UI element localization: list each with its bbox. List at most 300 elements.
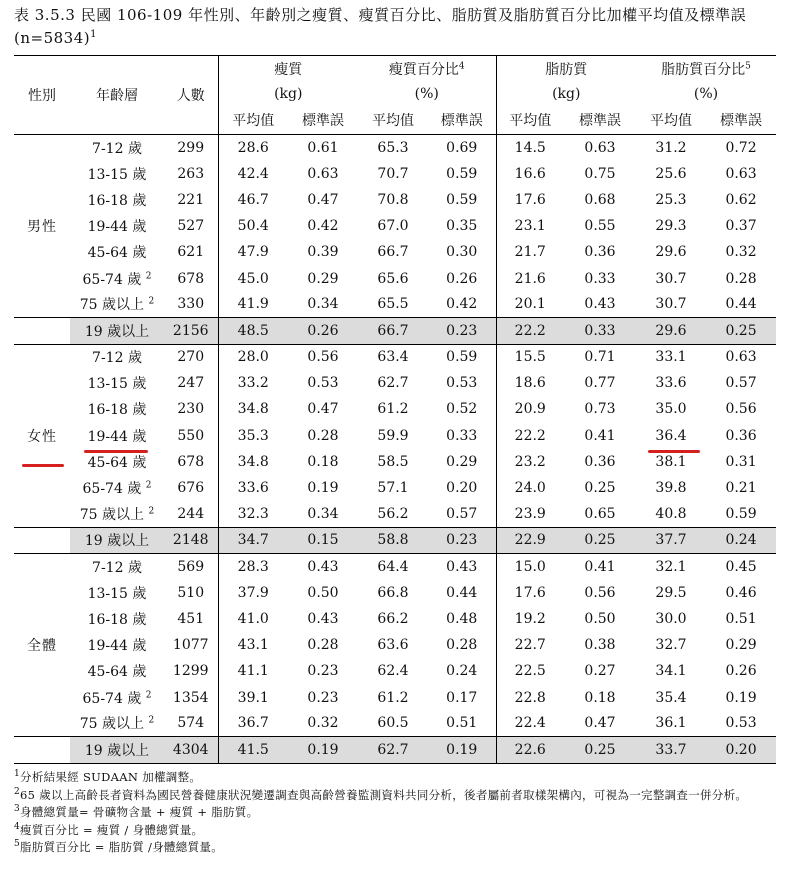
mean-cell: 37.9 — [218, 580, 288, 606]
header-se: 標準誤 — [428, 106, 496, 135]
count-cell: 230 — [177, 401, 205, 418]
mean-cell: 63.6 — [377, 637, 409, 654]
se-cell: 0.38 — [584, 637, 616, 654]
age-footnote-marker: 2 — [148, 506, 155, 517]
se-cell: 0.33 — [446, 427, 478, 444]
mean-cell: 32.7 — [655, 637, 687, 654]
age-footnote-marker: 2 — [148, 296, 155, 307]
footnote — [14, 769, 782, 787]
se-cell: 0.18 — [307, 453, 339, 470]
table-header — [14, 56, 776, 135]
table-row — [14, 606, 776, 632]
se-cell: 0.63 — [584, 139, 616, 156]
age-cell: 19-44 歲 — [87, 428, 147, 445]
footnote-marker: 5 — [14, 839, 21, 850]
se-cell: 0.27 — [584, 663, 616, 680]
sex-cell: 男性 — [27, 219, 57, 236]
se-cell: 0.34 — [307, 296, 339, 313]
se-cell: 0.29 — [446, 453, 478, 470]
mean-cell: 16.6 — [496, 161, 564, 187]
annotation-underline-sex — [22, 464, 64, 467]
mean-cell: 37.7 — [636, 527, 706, 553]
sex-cell-empty — [14, 527, 70, 553]
count-cell: 621 — [177, 244, 205, 261]
se-cell: 0.25 — [564, 737, 636, 763]
se-cell: 0.71 — [584, 349, 616, 366]
sex-cell-empty — [14, 318, 70, 344]
age-cell: 45-64 歲 — [87, 664, 147, 681]
header-lean-pct-unit: (%) — [414, 86, 439, 102]
mean-cell: 32.3 — [218, 501, 288, 527]
se-cell: 0.19 — [428, 737, 496, 763]
age-cell: 19 歲以上 — [70, 527, 164, 553]
se-cell: 0.72 — [725, 139, 757, 156]
se-cell: 0.43 — [307, 558, 339, 575]
age-cell: 19 歲以上 — [70, 737, 164, 763]
mean-cell: 33.7 — [636, 737, 706, 763]
se-cell: 0.59 — [725, 505, 757, 522]
se-cell: 0.19 — [725, 689, 757, 706]
se-cell: 0.50 — [584, 610, 616, 627]
se-cell: 0.26 — [725, 663, 757, 680]
se-cell: 0.23 — [428, 318, 496, 344]
se-cell: 0.29 — [307, 270, 339, 287]
se-cell: 0.51 — [446, 715, 478, 732]
count-cell: 676 — [177, 480, 205, 497]
footnote-text: 瘦質百分比 = 瘦質 / 身體總質量。 — [20, 822, 204, 837]
mean-cell: 36.7 — [218, 711, 288, 737]
se-cell: 0.47 — [307, 191, 339, 208]
se-cell: 0.68 — [584, 191, 616, 208]
footnote-text: 身體總質量= 骨礦物含量 + 瘦質 + 脂肪質。 — [20, 805, 259, 819]
mean-cell: 21.6 — [496, 265, 564, 291]
sex-cell: 全體 — [27, 638, 57, 655]
se-cell: 0.53 — [446, 375, 478, 392]
age-cell: 19-44 歲 — [87, 219, 147, 236]
mean-cell: 23.1 — [496, 213, 564, 239]
mean-cell: 58.5 — [377, 453, 409, 470]
mean-cell: 40.8 — [655, 505, 687, 522]
table-row — [14, 632, 776, 658]
mean-cell: 70.7 — [377, 165, 409, 182]
mean-cell: 30.7 — [655, 270, 687, 287]
footnote — [14, 822, 782, 840]
mean-cell: 17.6 — [496, 580, 564, 606]
table-row — [14, 580, 776, 606]
footnote-text: 脂肪質百分比 = 脂肪質 /身體總質量。 — [20, 840, 224, 854]
sex-cell-empty — [14, 737, 70, 763]
count-cell: 510 — [177, 584, 205, 601]
mean-cell: 29.5 — [655, 584, 687, 601]
mean-cell: 20.1 — [496, 292, 564, 318]
mean-cell: 22.5 — [496, 658, 564, 684]
mean-cell: 42.4 — [218, 161, 288, 187]
age-cell: 19-44 歲 — [87, 638, 147, 655]
footnote-marker: 4 — [14, 821, 21, 832]
annotation-underline-age — [84, 450, 148, 453]
se-cell: 0.43 — [446, 558, 478, 575]
se-cell: 0.63 — [725, 349, 757, 366]
se-cell: 0.36 — [584, 244, 616, 261]
mean-cell: 25.3 — [655, 191, 687, 208]
mean-cell: 29.6 — [655, 244, 687, 261]
mean-cell: 22.6 — [496, 737, 564, 763]
mean-cell: 33.6 — [218, 475, 288, 501]
mean-cell: 35.3 — [218, 423, 288, 449]
mean-cell: 20.9 — [496, 396, 564, 422]
table-title — [14, 4, 782, 50]
count-cell: 299 — [177, 139, 205, 156]
footnote-marker: 2 — [14, 786, 21, 797]
mean-cell: 62.7 — [358, 737, 428, 763]
age-footnote-marker: 2 — [148, 715, 155, 726]
annotation-underline-value — [648, 450, 700, 453]
count-cell: 1299 — [172, 663, 209, 680]
mean-cell: 15.0 — [496, 554, 564, 580]
mean-cell: 35.4 — [655, 689, 687, 706]
se-cell: 0.24 — [446, 663, 478, 680]
mean-cell: 56.2 — [377, 505, 409, 522]
se-cell: 0.35 — [446, 218, 478, 235]
se-cell: 0.42 — [307, 218, 339, 235]
se-cell: 0.19 — [288, 737, 358, 763]
age-footnote-marker: 2 — [145, 689, 152, 700]
se-cell: 0.36 — [584, 453, 616, 470]
header-se: 標準誤 — [564, 106, 636, 135]
se-cell: 0.36 — [725, 427, 757, 444]
mean-cell: 60.5 — [377, 715, 409, 732]
table-summary-row — [14, 527, 776, 553]
age-cell: 75 歲以上 $^2$ — [79, 715, 155, 733]
mean-cell: 63.4 — [377, 349, 409, 366]
se-cell: 0.28 — [446, 637, 478, 654]
table-row — [14, 684, 776, 710]
mean-cell: 34.7 — [218, 527, 288, 553]
mean-cell: 64.4 — [377, 558, 409, 575]
mean-cell: 41.9 — [218, 292, 288, 318]
mean-cell: 65.5 — [377, 296, 409, 313]
se-cell: 0.26 — [446, 270, 478, 287]
mean-cell: 62.7 — [377, 375, 409, 392]
se-cell: 0.45 — [725, 558, 757, 575]
mean-cell: 45.0 — [218, 265, 288, 291]
se-cell: 0.44 — [725, 296, 757, 313]
mean-cell: 23.9 — [496, 501, 564, 527]
mean-cell: 32.1 — [655, 558, 687, 575]
header-mean: 平均值 — [636, 106, 706, 135]
se-cell: 0.15 — [288, 527, 358, 553]
se-cell: 0.28 — [307, 637, 339, 654]
header-mean: 平均值 — [218, 106, 288, 135]
mean-cell: 29.6 — [636, 318, 706, 344]
se-cell: 0.55 — [584, 218, 616, 235]
mean-cell: 39.8 — [655, 480, 687, 497]
age-cell: 16-18 歲 — [87, 402, 147, 419]
table-row — [14, 135, 776, 161]
se-cell: 0.41 — [584, 558, 616, 575]
age-cell: 19 歲以上 — [70, 318, 164, 344]
se-cell: 0.59 — [446, 165, 478, 182]
age-cell: 45-64 歲 — [87, 454, 147, 471]
mean-cell: 65.3 — [377, 139, 409, 156]
se-cell: 0.37 — [725, 218, 757, 235]
mean-cell: 28.0 — [218, 344, 288, 370]
age-cell: 65-74 歲 $^2$ — [82, 480, 152, 498]
age-cell: 16-18 歲 — [87, 611, 147, 628]
count-cell: 270 — [177, 349, 205, 366]
se-cell: 0.57 — [446, 505, 478, 522]
se-cell: 0.53 — [307, 375, 339, 392]
mean-cell: 61.2 — [377, 689, 409, 706]
mean-cell: 70.8 — [377, 191, 409, 208]
se-cell: 0.53 — [725, 715, 757, 732]
mean-cell: 25.6 — [655, 165, 687, 182]
se-cell: 0.73 — [584, 401, 616, 418]
se-cell: 0.29 — [725, 637, 757, 654]
header-fat-pct: 脂肪質百分比$^5$ — [636, 56, 776, 83]
mean-cell: 38.1 — [655, 453, 687, 470]
age-cell: 7-12 歲 — [92, 559, 142, 576]
header-fat-pct-unit: (%) — [693, 86, 719, 102]
se-cell: 0.25 — [706, 318, 776, 344]
count-cell: 2156 — [164, 318, 218, 344]
table-row — [14, 658, 776, 684]
count-cell: 678 — [177, 270, 205, 287]
se-cell: 0.19 — [307, 480, 339, 497]
age-cell: 7-12 歲 — [92, 350, 142, 367]
mean-cell: 22.2 — [496, 423, 564, 449]
footnote-marker: 1 — [14, 769, 21, 780]
count-cell: 451 — [177, 610, 205, 627]
mean-cell: 59.9 — [377, 427, 409, 444]
table-row — [14, 187, 776, 213]
header-lean: 瘦質 — [218, 56, 358, 83]
se-cell: 0.47 — [307, 401, 339, 418]
table-row — [14, 213, 776, 239]
se-cell: 0.75 — [584, 165, 616, 182]
footnote — [14, 787, 782, 805]
mean-cell: 15.5 — [496, 344, 564, 370]
table-row — [14, 344, 776, 370]
mean-cell: 34.1 — [655, 663, 687, 680]
se-cell: 0.56 — [307, 349, 339, 366]
se-cell: 0.28 — [307, 427, 339, 444]
se-cell: 0.56 — [725, 401, 757, 418]
mean-cell: 47.9 — [218, 239, 288, 265]
mean-cell: 50.4 — [218, 213, 288, 239]
count-cell: 330 — [177, 296, 205, 313]
se-cell: 0.63 — [307, 165, 339, 182]
se-cell: 0.59 — [446, 191, 478, 208]
count-cell: 244 — [177, 505, 205, 522]
age-cell: 13-15 歲 — [87, 166, 147, 183]
se-cell: 0.42 — [446, 296, 478, 313]
se-cell: 0.31 — [725, 453, 757, 470]
count-cell: 1077 — [172, 637, 209, 654]
table-summary-row — [14, 318, 776, 344]
header-age: 年齡層 — [70, 56, 164, 135]
mean-cell: 17.6 — [496, 187, 564, 213]
se-cell: 0.30 — [446, 244, 478, 261]
mean-cell: 28.3 — [218, 554, 288, 580]
data-table — [14, 55, 776, 764]
mean-cell: 35.0 — [655, 401, 687, 418]
header-fat-unit: (kg) — [496, 82, 636, 106]
count-cell: 527 — [177, 218, 205, 235]
age-cell: 75 歲以上 $^2$ — [79, 296, 155, 314]
mean-cell: 36.1 — [655, 715, 687, 732]
se-cell: 0.56 — [584, 584, 616, 601]
se-cell: 0.65 — [584, 505, 616, 522]
se-cell: 0.50 — [307, 584, 339, 601]
mean-cell: 61.2 — [377, 401, 409, 418]
count-cell: 4304 — [164, 737, 218, 763]
count-cell: 263 — [177, 165, 205, 182]
age-cell: 13-15 歲 — [87, 585, 147, 602]
footnote-text: 分析結果經 SUDAAN 加權調整。 — [20, 770, 202, 784]
se-cell: 0.43 — [307, 610, 339, 627]
table-row — [14, 265, 776, 291]
mean-cell: 14.5 — [496, 135, 564, 161]
mean-cell: 43.1 — [218, 632, 288, 658]
mean-cell: 23.2 — [496, 449, 564, 475]
se-cell: 0.69 — [446, 139, 478, 156]
header-mean: 平均值 — [496, 106, 564, 135]
mean-cell: 19.2 — [496, 606, 564, 632]
table-row — [14, 554, 776, 580]
footnote-text: 65 歲以上高齡長者資料為國民營養健康狀況變遷調查與高齡營養監測資料共同分析，後者屬前者取樣架構內，可視為一完整調查一併分析。 — [20, 787, 748, 802]
se-cell: 0.44 — [446, 584, 478, 601]
age-cell: 45-64 歲 — [87, 245, 147, 262]
se-cell: 0.59 — [446, 349, 478, 366]
mean-cell: 18.6 — [496, 370, 564, 396]
title-footnote-marker: 1 — [90, 29, 97, 40]
mean-cell: 57.1 — [377, 480, 409, 497]
se-cell: 0.39 — [307, 244, 339, 261]
se-cell: 0.52 — [446, 401, 478, 418]
se-cell: 0.20 — [706, 737, 776, 763]
age-cell: 65-74 歲 $^2$ — [82, 689, 152, 707]
se-cell: 0.33 — [564, 318, 636, 344]
mean-cell: 66.7 — [358, 318, 428, 344]
se-cell: 0.24 — [706, 527, 776, 553]
se-cell: 0.41 — [584, 427, 616, 444]
mean-cell: 33.1 — [655, 349, 687, 366]
se-cell: 0.23 — [307, 663, 339, 680]
mean-cell: 41.0 — [218, 606, 288, 632]
footnote — [14, 804, 782, 822]
se-cell: 0.25 — [584, 480, 616, 497]
table-row — [14, 292, 776, 318]
count-cell: 574 — [177, 715, 205, 732]
table-row — [14, 475, 776, 501]
count-cell: 1354 — [172, 689, 209, 706]
se-cell: 0.26 — [288, 318, 358, 344]
table-row — [14, 501, 776, 527]
se-cell: 0.17 — [446, 689, 478, 706]
mean-cell: 66.7 — [377, 244, 409, 261]
mean-cell: 66.2 — [377, 610, 409, 627]
mean-cell: 22.4 — [496, 711, 564, 737]
count-cell: 569 — [177, 558, 205, 575]
header-lean-unit: (kg) — [218, 82, 358, 106]
header-se: 標準誤 — [706, 106, 776, 135]
table-body — [14, 135, 776, 764]
se-cell: 0.61 — [307, 139, 339, 156]
table-summary-row — [14, 737, 776, 763]
se-cell: 0.23 — [428, 527, 496, 553]
header-lean-pct: 瘦質百分比$^4$ — [358, 56, 496, 83]
mean-cell: 33.2 — [218, 370, 288, 396]
header-fat: 脂肪質 — [496, 56, 636, 83]
se-cell: 0.62 — [725, 191, 757, 208]
mean-cell: 41.1 — [218, 658, 288, 684]
count-cell: 550 — [177, 427, 205, 444]
age-footnote-marker: 2 — [145, 480, 152, 491]
age-footnote-marker: 2 — [145, 270, 152, 281]
table-row — [14, 161, 776, 187]
table-title-text: 表 3.5.3 民國 106-109 年性別、年齡別之瘦質、瘦質百分比、脂肪質及脂肪質百分比加權平均值及標準誤(n=5834) — [14, 6, 747, 47]
mean-cell: 39.1 — [218, 684, 288, 710]
se-cell: 0.47 — [584, 715, 616, 732]
table-row — [14, 396, 776, 422]
mean-cell: 36.4 — [655, 427, 687, 444]
header-se: 標準誤 — [288, 106, 358, 135]
mean-cell: 46.7 — [218, 187, 288, 213]
footnote — [14, 839, 782, 857]
table-row — [14, 423, 776, 449]
footnotes — [14, 769, 782, 857]
header-count: 人數 — [164, 56, 218, 135]
mean-cell: 22.7 — [496, 632, 564, 658]
count-cell: 221 — [177, 191, 205, 208]
mean-cell: 30.0 — [655, 610, 687, 627]
mean-cell: 62.4 — [377, 663, 409, 680]
se-cell: 0.43 — [584, 296, 616, 313]
age-cell: 65-74 歲 $^2$ — [82, 270, 152, 288]
mean-cell: 29.3 — [655, 218, 687, 235]
header-sex: 性別 — [14, 56, 70, 135]
se-cell: 0.23 — [307, 689, 339, 706]
mean-cell: 31.2 — [655, 139, 687, 156]
mean-cell: 22.9 — [496, 527, 564, 553]
age-cell: 7-12 歲 — [92, 140, 142, 157]
mean-cell: 41.5 — [218, 737, 288, 763]
footnote-marker: 3 — [14, 804, 21, 815]
se-cell: 0.33 — [584, 270, 616, 287]
se-cell: 0.18 — [584, 689, 616, 706]
se-cell: 0.25 — [564, 527, 636, 553]
table-row — [14, 370, 776, 396]
header-mean: 平均值 — [358, 106, 428, 135]
mean-cell: 28.6 — [218, 135, 288, 161]
se-cell: 0.77 — [584, 375, 616, 392]
se-cell: 0.57 — [725, 375, 757, 392]
count-cell: 247 — [177, 375, 205, 392]
count-cell: 678 — [177, 453, 205, 470]
mean-cell: 22.2 — [496, 318, 564, 344]
se-cell: 0.63 — [725, 165, 757, 182]
mean-cell: 21.7 — [496, 239, 564, 265]
mean-cell: 58.8 — [358, 527, 428, 553]
se-cell: 0.48 — [446, 610, 478, 627]
mean-cell: 34.8 — [218, 396, 288, 422]
count-cell: 2148 — [164, 527, 218, 553]
mean-cell: 65.6 — [377, 270, 409, 287]
age-cell: 13-15 歲 — [87, 376, 147, 393]
se-cell: 0.51 — [725, 610, 757, 627]
mean-cell: 24.0 — [496, 475, 564, 501]
